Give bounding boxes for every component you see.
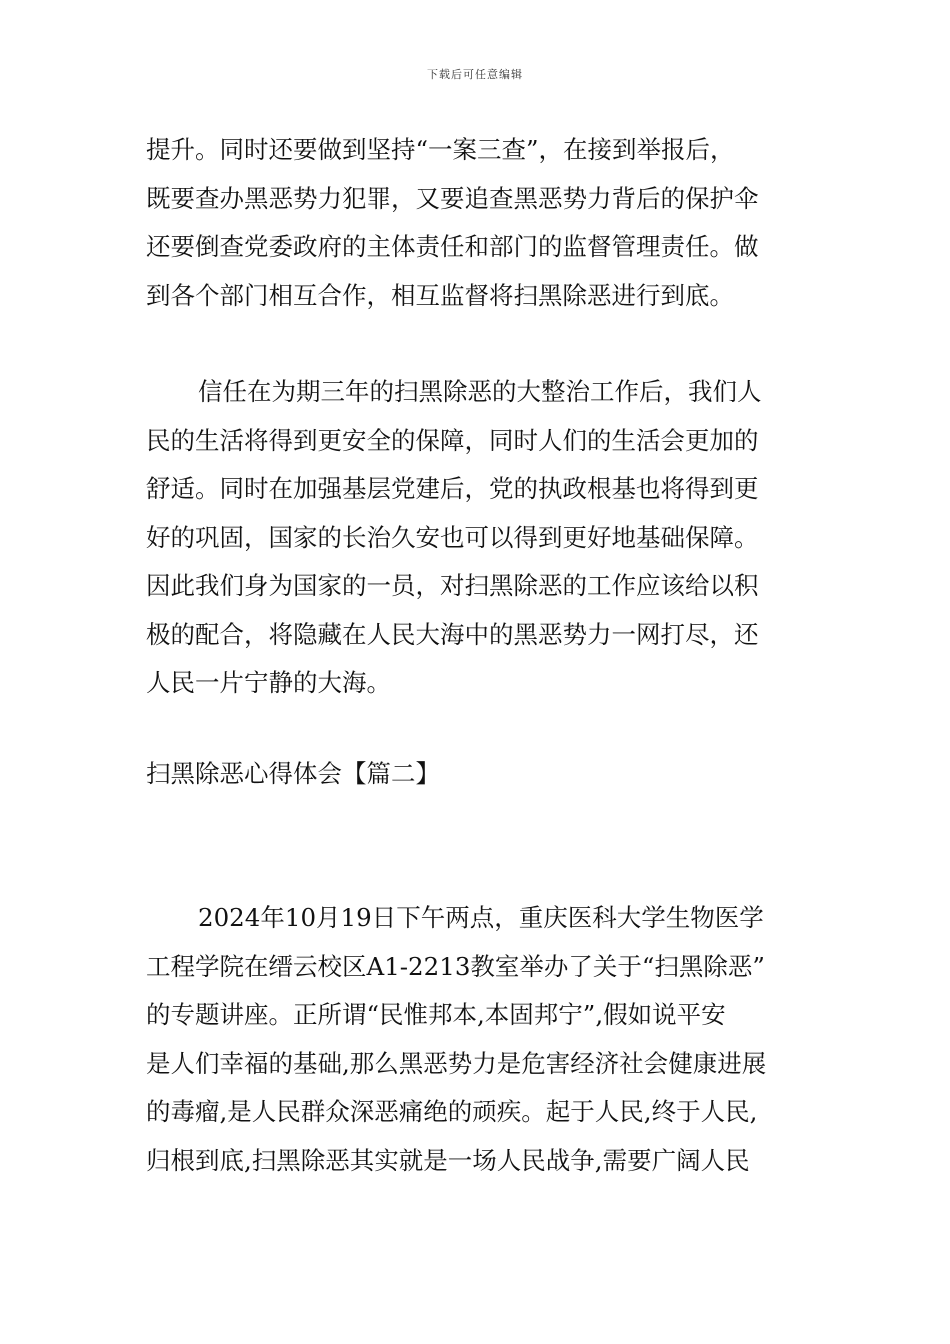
paragraph-line: 好的巩固，国家的长治久安也可以得到更好地基础保障。 — [146, 522, 759, 552]
paragraph-line: 提升。同时还要做到坚持“一案三查”，在接到举报后， — [146, 135, 735, 164]
paragraph-1 — [146, 126, 810, 320]
paragraph-line: 因此我们身为国家的一员，对扫黑除恶的工作应该给以积 — [146, 571, 759, 600]
paragraph-line: 工程学院在缙云校区A1-2213教室举办了关于“扫黑除恶” — [146, 951, 765, 981]
paragraph-line: 到各个部门相互合作，相互监督将扫黑除恶进行到底。 — [146, 280, 734, 310]
paragraph-line: 的专题讲座。正所谓“民惟邦本,本固邦宁”,假如说平安 — [146, 1000, 726, 1029]
section-heading — [146, 750, 810, 799]
document-body — [146, 126, 810, 1185]
paragraph-line: 人民一片宁静的大海。 — [146, 668, 391, 697]
page-header-note: 下载后可任意编辑 — [427, 68, 523, 81]
paragraph-line: 的毒瘤,是人民群众深恶痛绝的顽疾。起于人民,终于人民, — [146, 1097, 758, 1126]
paragraph-line: 舒适。同时在加强基层党建后，党的执政根基也将得到更 — [146, 474, 759, 503]
paragraph-line: 2024年10月19日下午两点，重庆医科大学生物医学 — [198, 903, 764, 932]
section-title: 扫黑除恶心得体会【篇二】 — [146, 758, 440, 788]
paragraph-line: 极的配合，将隐藏在人民大海中的黑恶势力一网打尽，还 — [146, 619, 759, 649]
paragraph-line: 民的生活将得到更安全的保障，同时人们的生活会更加的 — [146, 425, 759, 455]
paragraph-2 — [146, 368, 810, 708]
paragraph-line: 既要查办黑恶势力犯罪，又要追查黑恶势力背后的保护伞 — [146, 183, 759, 213]
paragraph-line: 归根到底,扫黑除恶其实就是一场人民战争,需要广阔人民 — [146, 1145, 750, 1175]
paragraph-line: 还要倒查党委政府的主体责任和部门的监督管理责任。做 — [146, 232, 759, 261]
paragraph-3 — [146, 894, 810, 1185]
paragraph-line: 是人们幸福的基础,那么黑恶势力是危害经济社会健康进展 — [146, 1048, 767, 1078]
paragraph-line: 信任在为期三年的扫黑除恶的大整治工作后，我们人 — [198, 377, 762, 406]
